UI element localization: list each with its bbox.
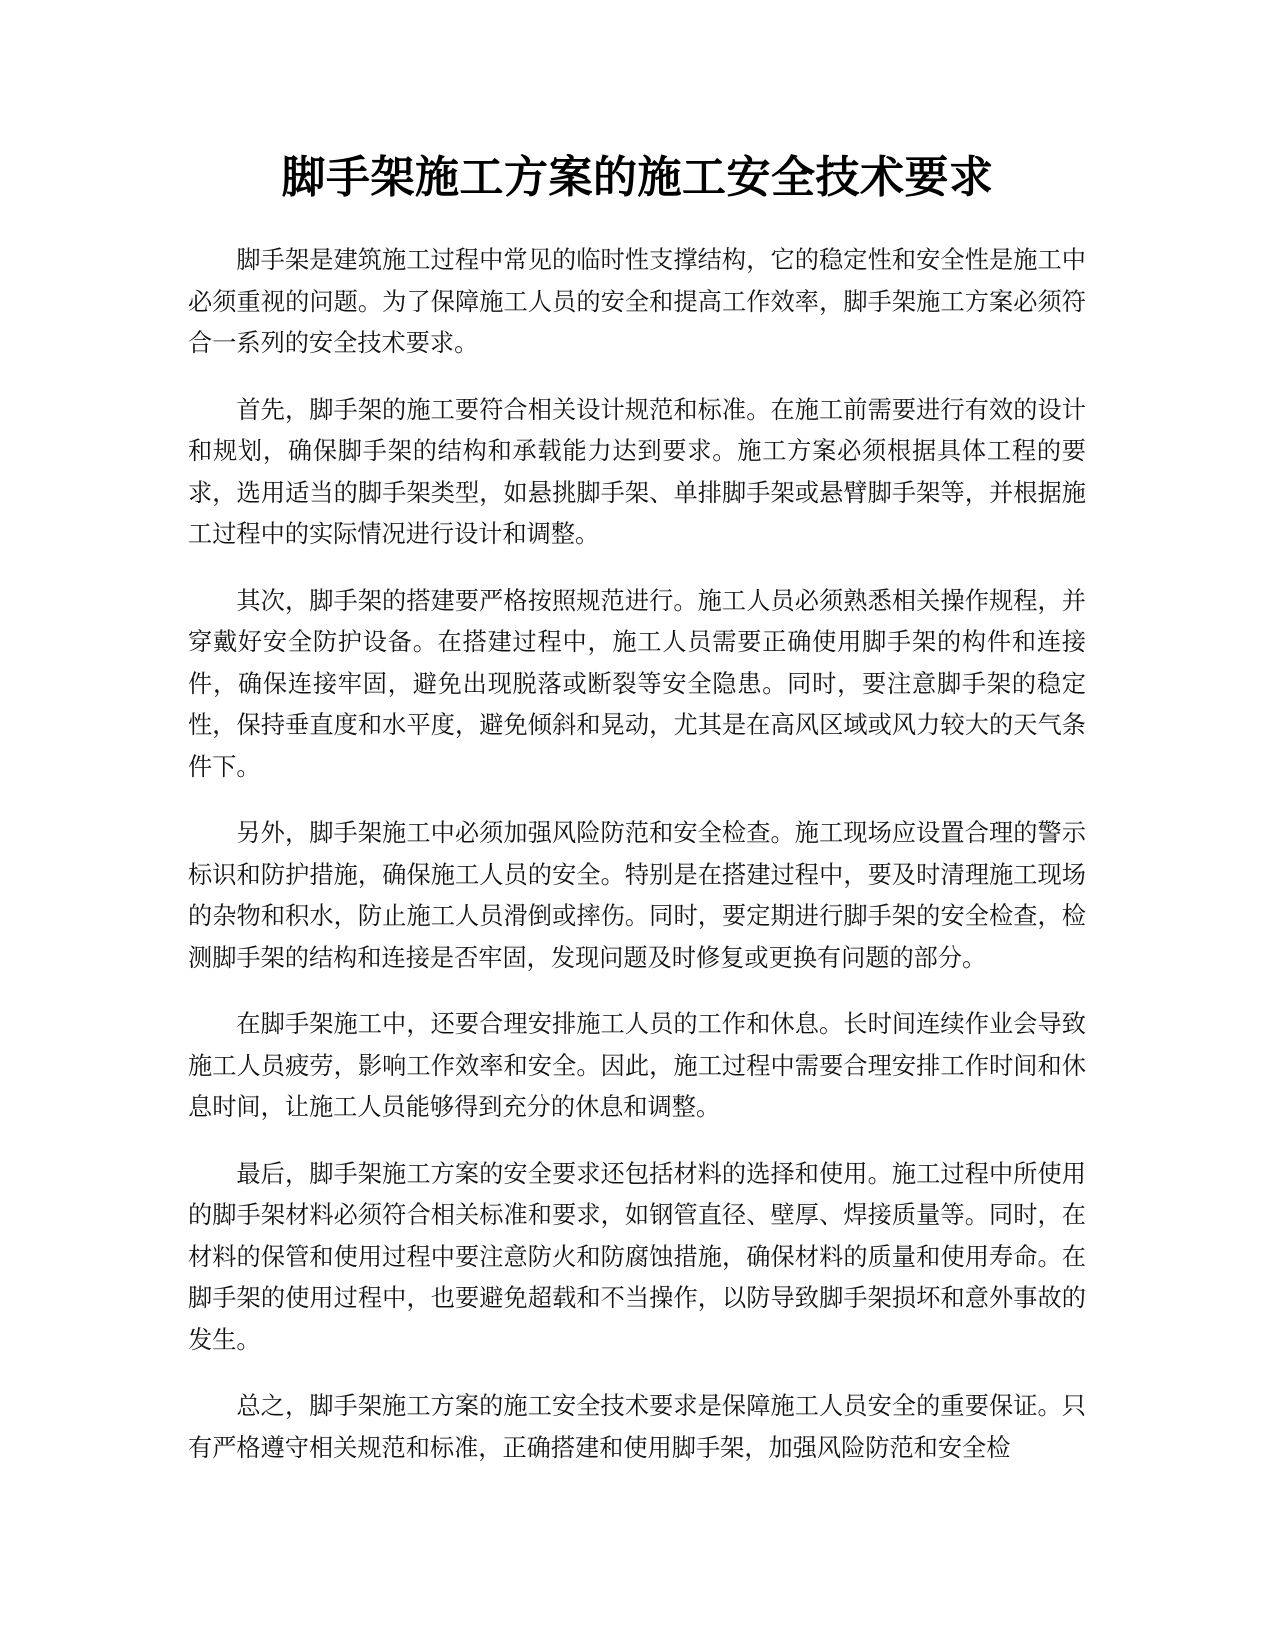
paragraph-intro: 脚手架是建筑施工过程中常见的临时性支撑结构，它的稳定性和安全性是施工中必须重视的问题。为了保障施工人员的安全和提高工作效率，脚手架施工方案必须符合一系列的安全技术要求。 [188, 246, 1086, 357]
paragraph-conclusion: 总之，脚手架施工方案的施工安全技术要求是保障施工人员安全的重要保证。只有严格遵守相关规范和标准，正确搭建和使用脚手架，加强风险防范和安全检 [188, 1392, 1086, 1462]
paragraph-risk-inspection: 另外，脚手架施工中必须加强风险防范和安全检查。施工现场应设置合理的警示标识和防护措施，确保施工人员的安全。特别是在搭建过程中，要及时清理施工现场的杂物和积水，防止施工人员滑倒或摔伤。同时，要定期进行脚手架的安全检查，检测脚手架的结构和连接是否牢固，发现问题及时修复或更换有问题的部分。 [188, 819, 1086, 972]
paragraph-materials: 最后，脚手架施工方案的安全要求还包括材料的选择和使用。施工过程中所使用的脚手架材料必须符合相关标准和要求，如钢管直径、壁厚、焊接质量等。同时，在材料的保管和使用过程中要注意防火和防腐蚀措施，确保材料的质量和使用寿命。在脚手架的使用过程中，也要避免超载和不当操作，以防导致脚手架损坏和意外事故的发生。 [188, 1159, 1086, 1354]
paragraph-work-rest: 在脚手架施工中，还要合理安排施工人员的工作和休息。长时间连续作业会导致施工人员疲劳，影响工作效率和安全。因此，施工过程中需要合理安排工作时间和休息时间，让施工人员能够得到充分的休息和调整。 [188, 1010, 1086, 1121]
document-title: 脚手架施工方案的施工安全技术要求 [281, 152, 994, 203]
paragraph-design-standards: 首先，脚手架的施工要符合相关设计规范和标准。在施工前需要进行有效的设计和规划，确保脚手架的结构和承载能力达到要求。施工方案必须根据具体工程的要求，选用适当的脚手架类型，如悬挑脚手架、单排脚手架或悬臂脚手架等，并根据施工过程中的实际情况进行设计和调整。 [188, 395, 1086, 548]
paragraph-erection: 其次，脚手架的搭建要严格按照规范进行。施工人员必须熟悉相关操作规程，并穿戴好安全防护设备。在搭建过程中，施工人员需要正确使用脚手架的构件和连接件，确保连接牢固，避免出现脱落或断裂等安全隐患。同时，要注意脚手架的稳定性，保持垂直度和水平度，避免倾斜和晃动，尤其是在高风区域或风力较大的天气条件下。 [188, 586, 1086, 781]
document-body [188, 240, 1086, 1494]
